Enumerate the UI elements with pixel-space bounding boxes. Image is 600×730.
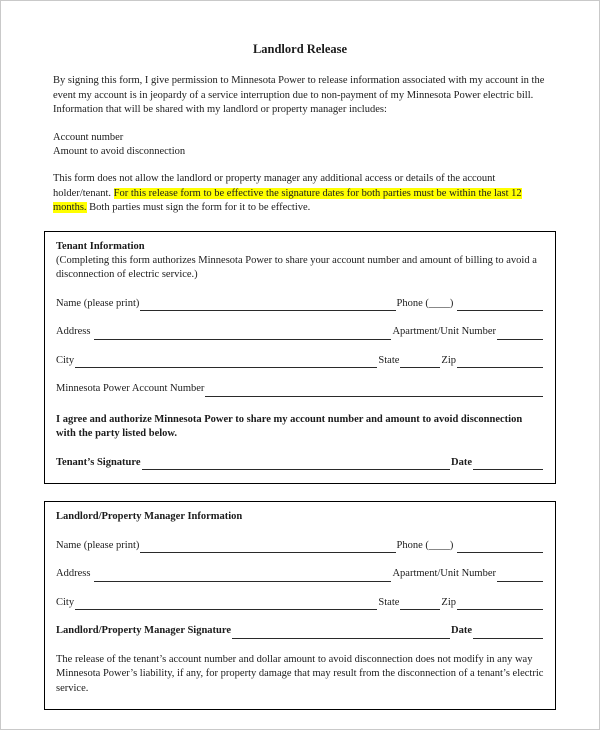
landlord-signature-row [56,624,544,638]
landlord-section-title: Landlord/Property Manager Information [56,511,243,523]
conditions-paragraph [53,172,547,215]
tenant-section-title: Tenant Information [56,240,145,252]
account-number-blank-line [205,385,543,397]
state-label: State [378,354,400,366]
landlord-date-label: Date [451,625,472,637]
phone-label: Phone (____) [396,297,456,309]
city-label: City [56,354,75,366]
tenant-signature-label: Tenant’s Signature [56,456,141,468]
tenant-name-row [56,297,544,311]
phone-blank-line [457,541,543,553]
tenant-info-box [44,231,556,485]
tenant-account-number-row [56,382,544,396]
apartment-label: Apartment/Unit Number [392,326,496,338]
tenant-address-row [56,325,544,339]
city-label: City [56,596,75,608]
landlord-info-box [44,501,556,710]
address-label: Address [56,326,94,338]
apartment-label: Apartment/Unit Number [392,568,496,580]
zip-label: Zip [441,596,456,608]
landlord-city-row [56,596,544,610]
tenant-date-label: Date [451,456,472,468]
landlord-date-blank-line [473,627,543,639]
apartment-blank-line [497,328,543,340]
address-label: Address [56,568,94,580]
landlord-disclaimer-text: The release of the tenant’s account number and dollar amount to avoid disconnection does not modify in any way Minnesota Power’s liability, if any, for property damage that may result from the disconnection of a tenant’s electric service. [56,653,544,694]
state-blank-line [400,598,440,610]
name-blank-line [140,541,395,553]
state-label: State [378,596,400,608]
shared-info-item-amount: Amount to avoid disconnection [53,145,186,157]
phone-blank-line [457,299,543,311]
conditions-text-after: Both parties must sign the form for it to be effective. [86,202,311,214]
shared-info-list [53,131,547,159]
tenant-signature-row [56,456,544,470]
state-blank-line [400,356,440,368]
page-title: Landlord Release [252,42,348,56]
name-label: Name (please print) [56,539,140,551]
phone-label: Phone (____) [396,539,456,551]
landlord-signature-label: Landlord/Property Manager Signature [56,625,232,637]
apartment-blank-line [497,570,543,582]
address-blank-line [94,570,391,582]
intro-paragraph: By signing this form, I give permission to Minnesota Power to release information associated with my account in the event my account is in jeopardy of a service interruption due to non-payment of my Minnesota Power electric bill. Information that will be shared with my landlord or property manager includes: [53,75,545,116]
city-blank-line [75,598,377,610]
landlord-name-row [56,539,544,553]
account-number-label: Minnesota Power Account Number [56,383,205,395]
tenant-section-subtitle: (Completing this form authorizes Minnesota Power to share your account number and amount of billing to avoid a disconnection of electric service.) [56,254,537,281]
tenant-date-blank-line [473,458,543,470]
name-label: Name (please print) [56,297,140,309]
tenant-signature-blank-line [142,458,450,470]
highlighted-sentence: For this release form to be effective the signature dates for both parties must be within the last 12 months. [53,187,522,214]
landlord-address-row [56,567,544,581]
zip-blank-line [457,598,543,610]
zip-label: Zip [441,354,456,366]
tenant-agreement-text: I agree and authorize Minnesota Power to share my account number and amount to avoid disconnection with the party listed below. [56,413,523,440]
address-blank-line [94,328,391,340]
tenant-city-row [56,354,544,368]
name-blank-line [140,299,395,311]
landlord-signature-blank-line [232,627,450,639]
zip-blank-line [457,356,543,368]
conditions-text-before: This form does not allow the landlord or property manager any additional access or details of the account holder/tenant. [53,173,496,199]
shared-info-item-account-number: Account number [53,131,124,143]
city-blank-line [75,356,377,368]
